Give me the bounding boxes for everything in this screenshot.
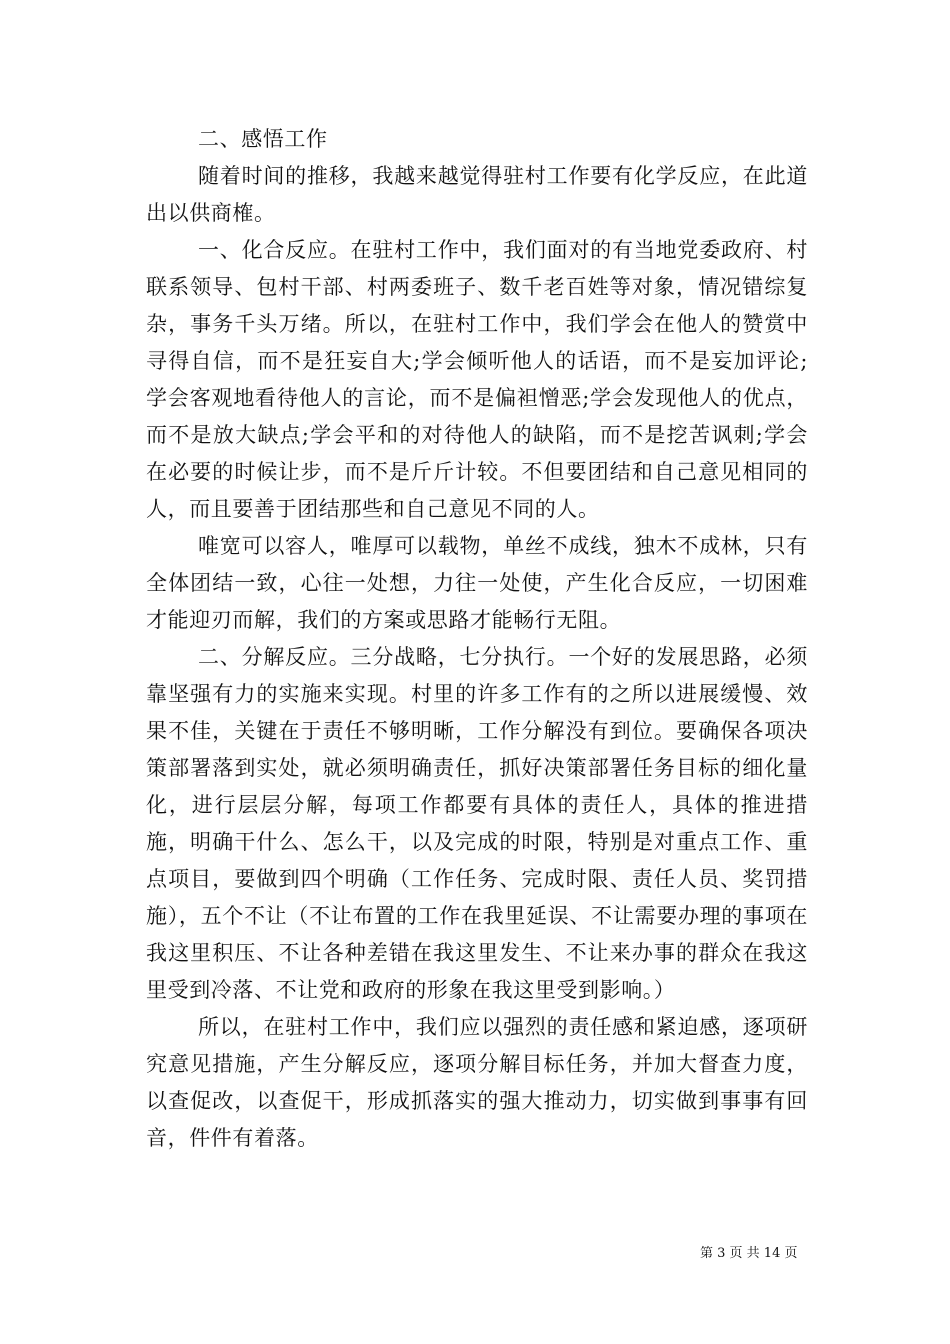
paragraph-conclusion: 所以，在驻村工作中，我们应以强烈的责任感和紧迫感，逐项研究意见措施，产生分解反应，逐项分解目标任务，并加大督查力度，以查促改，以查促干，形成抓落实的强大推动力，切实做到事事有回音，件件有着落。 [146, 1015, 808, 1150]
paragraph-intro: 随着时间的推移，我越来越觉得驻村工作要有化学反应，在此道出以供商榷。 [146, 164, 808, 225]
document-body [146, 121, 808, 1157]
paragraph-combination-reaction: 一、化合反应。在驻村工作中，我们面对的有当地党委政府、村联系领导、包村干部、村两委班子、数千老百姓等对象，情况错综复杂，事务千头万绪。所以，在驻村工作中，我们学会在他人的赞赏中寻得自信，而不是狂妄自大;学会倾听他人的话语，而不是妄加评论;学会客观地看待他人的言论，而不是偏袒憎恶;学会发现他人的优点，而不是放大缺点;学会平和的对待他人的缺陷，而不是挖苦讽刺;学会在必要的时候让步，而不是斤斤计较。不但要团结和自己意见相同的人，而且要善于团结那些和自己意见不同的人。 [146, 238, 808, 521]
paragraph-unity: 唯宽可以容人，唯厚可以载物，单丝不成线，独木不成林，只有全体团结一致，心往一处想，力往一处使，产生化合反应，一切困难才能迎刃而解，我们的方案或思路才能畅行无阻。 [146, 534, 808, 632]
section-heading: 二、感悟工作 [198, 127, 328, 151]
page-number-footer: 第 3 页 共 14 页 [700, 1246, 798, 1261]
paragraph-decomposition-reaction: 二、分解反应。三分战略，七分执行。一个好的发展思路，必须靠坚强有力的实施来实现。村里的许多工作有的之所以进展缓慢、效果不佳，关键在于责任不够明晰，工作分解没有到位。要确保各项决策部署落到实处，就必须明确责任，抓好决策部署任务目标的细化量化，进行层层分解，每项工作都要有具体的责任人，具体的推进措施，明确干什么、怎么干，以及完成的时限，特别是对重点工作、重点项目，要做到四个明确（工作任务、完成时限、责任人员、奖罚措施），五个不让（不让布置的工作在我里延误、不让需要办理的事项在我这里积压、不让各种差错在我这里发生、不让来办事的群众在我这里受到冷落、不让党和政府的形象在我这里受到影响。） [146, 645, 808, 1002]
